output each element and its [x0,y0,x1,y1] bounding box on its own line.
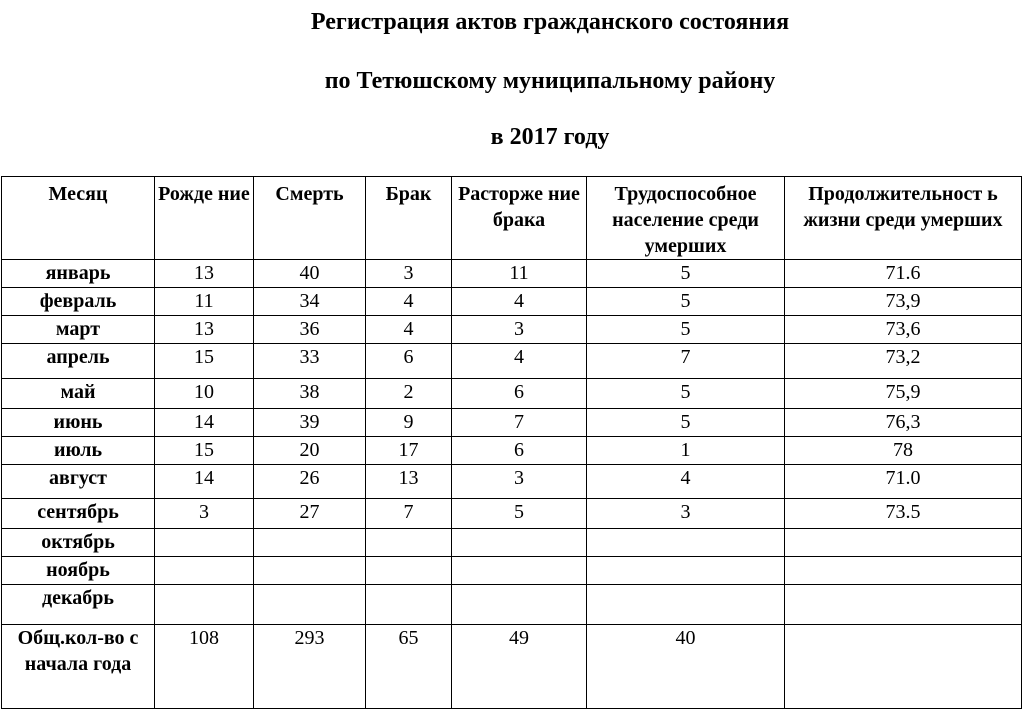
cell-deaths: 34 [254,288,366,316]
cell-working-age-deceased: 3 [587,499,785,529]
cell-deaths: 20 [254,437,366,465]
cell-month: Общ.кол-во с начала года [2,625,155,709]
cell-life-expectancy: 76,3 [785,409,1022,437]
table-row [2,499,1022,529]
cell-births: 15 [155,344,254,379]
cell-working-age-deceased: 7 [587,344,785,379]
cell-month: ноябрь [2,557,155,585]
document-title-line-1: Регистрация актов гражданского состояния [310,9,790,35]
cell-marriages [366,557,452,585]
cell-deaths: 26 [254,465,366,499]
document-title-line-3: в 2017 году [490,124,610,150]
cell-life-expectancy [785,585,1022,625]
cell-month: март [2,316,155,344]
cell-working-age-deceased [587,585,785,625]
cell-divorces [452,557,587,585]
cell-deaths [254,585,366,625]
cell-births: 13 [155,260,254,288]
cell-marriages [366,529,452,557]
cell-month: июль [2,437,155,465]
table-row [2,465,1022,499]
cell-working-age-deceased: 5 [587,288,785,316]
document-title-line-2: по Тетюшскому муниципальному району [324,68,776,94]
header-marriages: Брак [366,177,452,260]
cell-deaths: 27 [254,499,366,529]
cell-births: 14 [155,465,254,499]
table-row [2,625,1022,709]
header-births: Рожде ние [155,177,254,260]
cell-deaths: 293 [254,625,366,709]
cell-life-expectancy [785,625,1022,709]
header-deaths: Смерть [254,177,366,260]
cell-working-age-deceased: 4 [587,465,785,499]
cell-marriages: 13 [366,465,452,499]
cell-working-age-deceased: 5 [587,260,785,288]
cell-deaths: 33 [254,344,366,379]
cell-life-expectancy: 71.6 [785,260,1022,288]
cell-working-age-deceased: 5 [587,379,785,409]
registration-table [1,176,1022,709]
cell-deaths: 40 [254,260,366,288]
cell-births: 108 [155,625,254,709]
cell-working-age-deceased: 1 [587,437,785,465]
cell-life-expectancy: 73.5 [785,499,1022,529]
cell-deaths: 38 [254,379,366,409]
cell-working-age-deceased: 5 [587,409,785,437]
cell-deaths: 39 [254,409,366,437]
table-row [2,316,1022,344]
cell-marriages: 65 [366,625,452,709]
cell-divorces: 3 [452,465,587,499]
cell-working-age-deceased [587,557,785,585]
cell-deaths [254,557,366,585]
cell-month: сентябрь [2,499,155,529]
cell-month: январь [2,260,155,288]
cell-life-expectancy [785,557,1022,585]
cell-births: 10 [155,379,254,409]
cell-divorces: 4 [452,344,587,379]
cell-life-expectancy: 73,6 [785,316,1022,344]
cell-marriages: 4 [366,288,452,316]
cell-month: июнь [2,409,155,437]
table-row [2,288,1022,316]
header-life-expectancy: Продолжительност ь жизни среди умерших [785,177,1022,260]
cell-month: декабрь [2,585,155,625]
table-row [2,344,1022,379]
cell-births: 15 [155,437,254,465]
cell-life-expectancy: 73,2 [785,344,1022,379]
cell-births [155,557,254,585]
cell-marriages [366,585,452,625]
cell-divorces: 11 [452,260,587,288]
cell-working-age-deceased [587,529,785,557]
cell-divorces: 5 [452,499,587,529]
cell-working-age-deceased: 40 [587,625,785,709]
table-row [2,585,1022,625]
table-row [2,557,1022,585]
table-row [2,260,1022,288]
cell-births [155,529,254,557]
cell-month: октябрь [2,529,155,557]
table-header-row [2,177,1022,260]
cell-life-expectancy: 75,9 [785,379,1022,409]
cell-divorces: 49 [452,625,587,709]
cell-marriages: 7 [366,499,452,529]
cell-marriages: 4 [366,316,452,344]
header-divorces: Расторже ние брака [452,177,587,260]
cell-divorces: 6 [452,379,587,409]
cell-deaths [254,529,366,557]
cell-marriages: 17 [366,437,452,465]
header-month: Месяц [2,177,155,260]
table-row [2,409,1022,437]
cell-life-expectancy [785,529,1022,557]
cell-divorces: 6 [452,437,587,465]
cell-births: 11 [155,288,254,316]
cell-month: февраль [2,288,155,316]
cell-month: май [2,379,155,409]
header-working-age-deceased: Трудоспособное население среди умерших [587,177,785,260]
cell-marriages: 9 [366,409,452,437]
cell-month: август [2,465,155,499]
cell-marriages: 3 [366,260,452,288]
cell-births: 13 [155,316,254,344]
cell-births: 3 [155,499,254,529]
table-row [2,437,1022,465]
cell-life-expectancy: 71.0 [785,465,1022,499]
cell-divorces [452,529,587,557]
cell-life-expectancy: 73,9 [785,288,1022,316]
table-row [2,529,1022,557]
cell-month: апрель [2,344,155,379]
cell-marriages: 2 [366,379,452,409]
cell-births: 14 [155,409,254,437]
cell-divorces [452,585,587,625]
cell-births [155,585,254,625]
cell-divorces: 4 [452,288,587,316]
cell-divorces: 3 [452,316,587,344]
cell-divorces: 7 [452,409,587,437]
cell-life-expectancy: 78 [785,437,1022,465]
cell-deaths: 36 [254,316,366,344]
cell-working-age-deceased: 5 [587,316,785,344]
table-row [2,379,1022,409]
cell-marriages: 6 [366,344,452,379]
